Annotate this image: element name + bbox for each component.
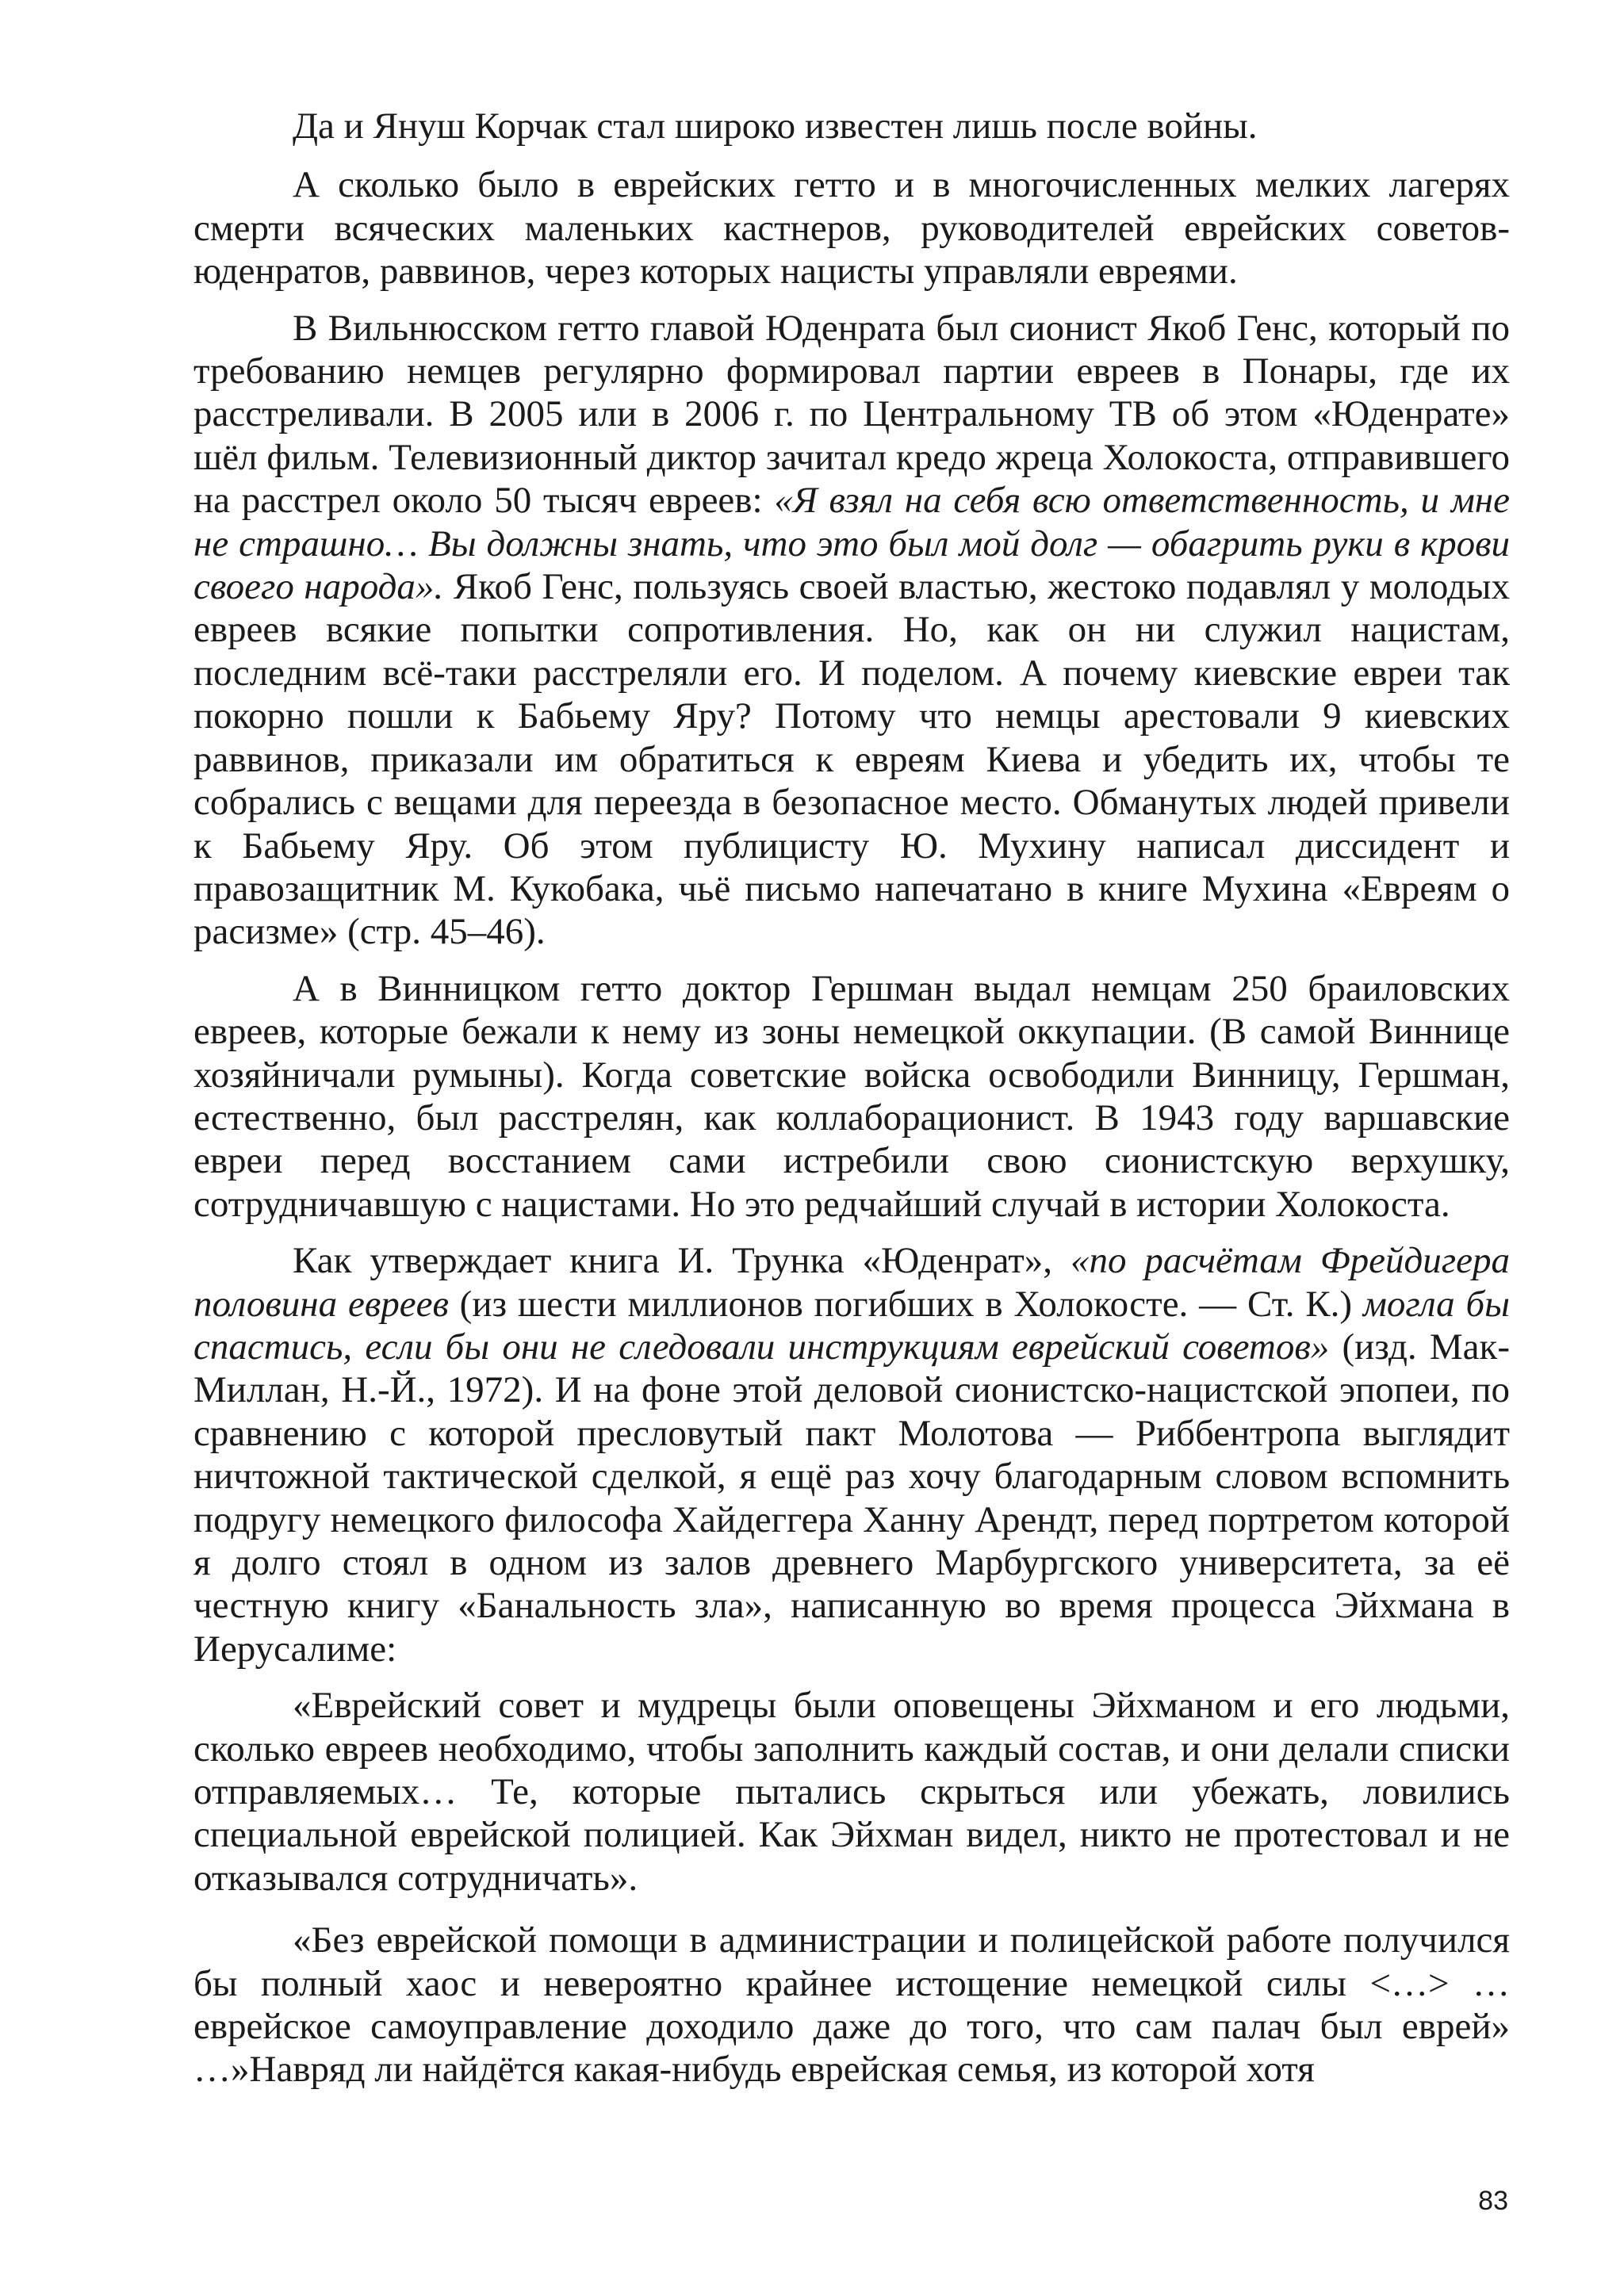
quote-text: «Еврейский совет и мудрецы были оповещены Эйхманом и его людьми, сколько евреев необходимо, чтобы заполнить каждый состав, и они делали списки отправляемых… Те, которые пытались скрыться или убежать, ловились специальной еврейской полицией. Как Эйхман видел, никто не протестовал и не отказывался сотрудничать». — [193, 1685, 1510, 1899]
page-number: 83 — [1478, 2186, 1508, 2216]
paragraph — [193, 163, 1510, 293]
paragraph-text: А в Винницком гетто доктор Гершман выдал немцам 250 браиловских евреев, которые бежали к нему из зоны немецкой оккупации. (В самой Виннице хозяйничали румыны). Когда советские войска освободили Винницу, Гершман, естественно, был расстрелян, как коллаборационист. В 1943 году варшавские евреи перед восстанием сами истребили свою сионистскую верхушку, сотрудничавшую с нацистами. Но это редчайший случай в истории Холокоста. — [193, 967, 1510, 1225]
paragraph-text: (изд. Мак-Миллан, Н.-Й., 1972). И на фоне этой деловой сионистско-нацистской эпопеи, по сравнению с которой пресловутый пакт Молотова — Риббентропа выглядит ничтожной тактической сделкой, я ещё раз хочу благодарным словом вспомнить подругу немецкого философа Хайдеггера Ханну Арендт, перед портретом которой я долго стоял в одном из залов древнего Марбургского университета, за её честную книгу «Банальность зла», написанную во время процесса Эйхмана в Иерусалиме: — [193, 1326, 1510, 1670]
italic-quote: «Я взял на себя всю ответственность, и мне не страшно… Вы должны знать, что это был мой долг — обагрить руки в крови своего народа». — [193, 480, 1510, 608]
italic-quote: могла бы спастись, если бы они не следовали инструкциям еврейский советов» — [193, 1283, 1510, 1368]
paragraph-text: Якоб Генс, пользуясь своей властью, жестоко подавлял у молодых евреев всякие попытки сопротивления. Но, как он ни служил нацистам, последним всё-таки расстреляли его. И поделом. А почему киевские евреи так покорно пошли к Бабьему Яру? Потому что немцы арестовали 9 киевских раввинов, приказали им обратиться к евреям Киева и убедить их, чтобы те собрались с вещами для переезда в безопасное место. Обманутых людей привели к Бабьему Яру. Об этом публицисту Ю. Мухину написал диссидент и правозащитник М. Кукобака, чьё письмо напечатано в книге Мухина «Евреям о расизме» (стр. 45–46). — [193, 566, 1510, 953]
paragraph-text: (из шести миллионов погибших в Холокосте. — Ст. К.) — [448, 1283, 1363, 1325]
paragraph — [193, 1239, 1510, 1670]
paragraph — [193, 967, 1510, 1226]
block-quote — [193, 1684, 1510, 1900]
paragraph-text: А сколько было в еврейских гетто и в многочисленных мелких лагерях смерти всяческих маленьких кастнеров, руководителей еврейских советов-юденратов, раввинов, через которых нацисты управляли евреями. — [193, 164, 1510, 293]
paragraph-text: В Вильнюсском гетто главой Юденрата был сионист Якоб Генс, который по требованию немцев регулярно формировал партии евреев в Понары, где их расстреливали. В 2005 или в 2006 г. по Центральному ТВ об этом «Юденрате» шёл фильм. Телевизионный диктор зачитал кредо жреца Холокоста, отправившего на расстрел около 50 тысяч евреев: — [193, 307, 1510, 522]
paragraph — [193, 105, 1510, 147]
block-quote — [193, 1919, 1510, 2091]
italic-quote: «по расчётам Фрейдигера половина евреев — [193, 1240, 1511, 1325]
paragraph-text: Как утверждает книга И. Трунка «Юденрат», — [293, 1240, 1071, 1282]
quote-text: «Без еврейской помощи в администрации и полицейской работе получился бы полный хаос и невероятно крайнее истощение немецкой силы <…> …еврейское самоуправление доходило даже до того, что сам палач был еврей» …»Навряд ли найдётся какая-нибудь еврейская семья, из которой хотя — [193, 1919, 1510, 2091]
page-body — [193, 105, 1510, 2110]
paragraph — [193, 307, 1510, 954]
paragraph-text: Да и Януш Корчак стал широко известен лишь после войны. — [293, 105, 1258, 147]
